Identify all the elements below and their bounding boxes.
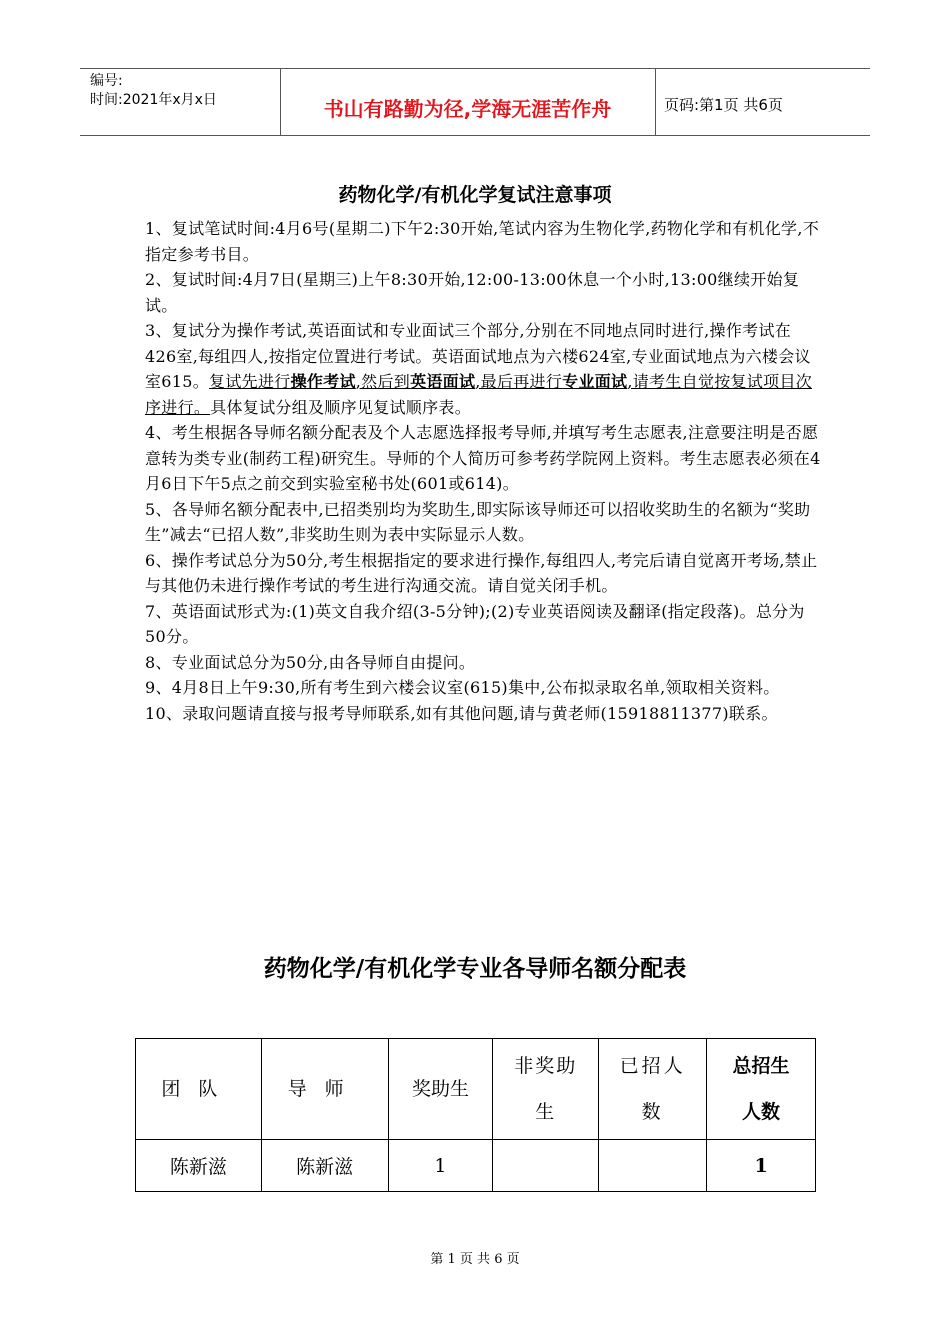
notice-item-3 — [145, 318, 821, 420]
notice-title: 药物化学/有机化学复试注意事项 — [338, 184, 612, 206]
notice-item-9: 9、4月8日上午9:30,所有考生到六楼会议室(615)集中,公布拟录取名单,领取相关资料。 — [145, 678, 780, 697]
col-header-admitted: 已招人数 — [599, 1039, 707, 1140]
notice-item-7: 7、英语面试形式为:(1)英文自我介绍(3-5分钟);(2)专业英语阅读及翻译(指定段落)。总分为50分。 — [145, 601, 805, 646]
order-text-4: ,请考生自觉按复试项目次序进行。 — [145, 372, 813, 417]
notice-item-8: 8、专业面试总分为50分,由各导师自由提问。 — [145, 652, 476, 672]
order-text-1: 复试先进行 — [209, 372, 291, 391]
notice-item-4: 4、考生根据各导师名额分配表及个人志愿选择报考导师,并填写考生志愿表,注意要注明是否愿意转为类专业(制药工程)研究生。导师的个人简历可参考药学院网上资料。考生志愿表必须在4月6日下午5点之前交到实验室秘书处(601或614)。 — [145, 423, 821, 493]
cell-admitted — [599, 1140, 707, 1192]
col-header-scholarship: 奖助生 — [388, 1039, 493, 1140]
col-header-team: 团队 — [136, 1039, 262, 1140]
order-operation-exam: 操作考试 — [290, 372, 356, 391]
document-number-label: 编号: — [90, 73, 123, 89]
footer-page-number: 第 1 页 共 6 页 — [430, 1252, 520, 1267]
cell-advisor: 陈新滋 — [261, 1140, 388, 1192]
order-professional-interview: 专业面试 — [562, 372, 628, 391]
notice-body — [145, 216, 821, 726]
cell-scholarship: 1 — [388, 1140, 493, 1192]
header-meta — [90, 72, 217, 110]
notice-item-2: 2、复试时间:4月7日(星期三)上午8:30开始,12:00-13:00休息一个小时,13:00继续开始复试。 — [145, 270, 800, 315]
col-header-total: 总招生人数 — [707, 1039, 816, 1140]
allocation-table — [135, 1038, 816, 1192]
col-header-advisor: 导师 — [261, 1039, 388, 1140]
notice-item-3-intro: 3、复试分为操作考试,英语面试和专业面试三个部分,分别在不同地点同时进行,操作考试在426室,每组四人,按指定位置进行考试。英语面试地点为六楼624室,专业面试地点为六楼会议室615。 — [145, 321, 811, 391]
order-text-2: ,然后到 — [355, 372, 411, 391]
notice-item-3-end: 具体复试分组及顺序见复试顺序表。 — [210, 397, 472, 417]
cell-total: 1 — [707, 1140, 816, 1192]
notice-item-6: 6、操作考试总分为50分,考生根据指定的要求进行操作,每组四人,考完后请自觉离开考场,禁止与其他仍未进行操作考试的考生进行沟通交流。请自觉关闭手机。 — [145, 550, 818, 595]
notice-item-5: 5、各导师名额分配表中,已招类别均为奖助生,即实际该导师还可以招收奖助生的名额为“奖助生”减去“已招人数”,非奖助生则为表中实际显示人数。 — [145, 499, 811, 544]
notice-item-10: 10、录取问题请直接与报考导师联系,如有其他问题,请与黄老师(15918811377)联系。 — [145, 703, 778, 723]
header-bottom-rule — [80, 135, 870, 136]
order-english-interview: 英语面试 — [410, 372, 476, 391]
allocation-title: 药物化学/有机化学专业各导师名额分配表 — [263, 956, 687, 982]
table-header-row — [136, 1039, 816, 1140]
header-motto: 书山有路勤为径,学海无涯苦作舟 — [323, 97, 612, 121]
col-header-non-scholarship: 非奖助生 — [493, 1039, 599, 1140]
cell-team: 陈新滋 — [136, 1140, 262, 1192]
table-row — [136, 1140, 816, 1192]
header-divider-right — [655, 68, 656, 135]
order-text-3: ,最后再进行 — [475, 372, 563, 391]
header-page-number: 页码:第1页 共6页 — [664, 96, 783, 114]
document-date: 时间:2021年x月x日 — [90, 92, 217, 108]
cell-non-scholarship — [493, 1140, 599, 1192]
notice-item-1: 1、复试笔试时间:4月6号(星期二)下午2:30开始,笔试内容为生物化学,药物化学和有机化学,不指定参考书目。 — [145, 219, 820, 264]
header-top-rule — [80, 68, 870, 69]
